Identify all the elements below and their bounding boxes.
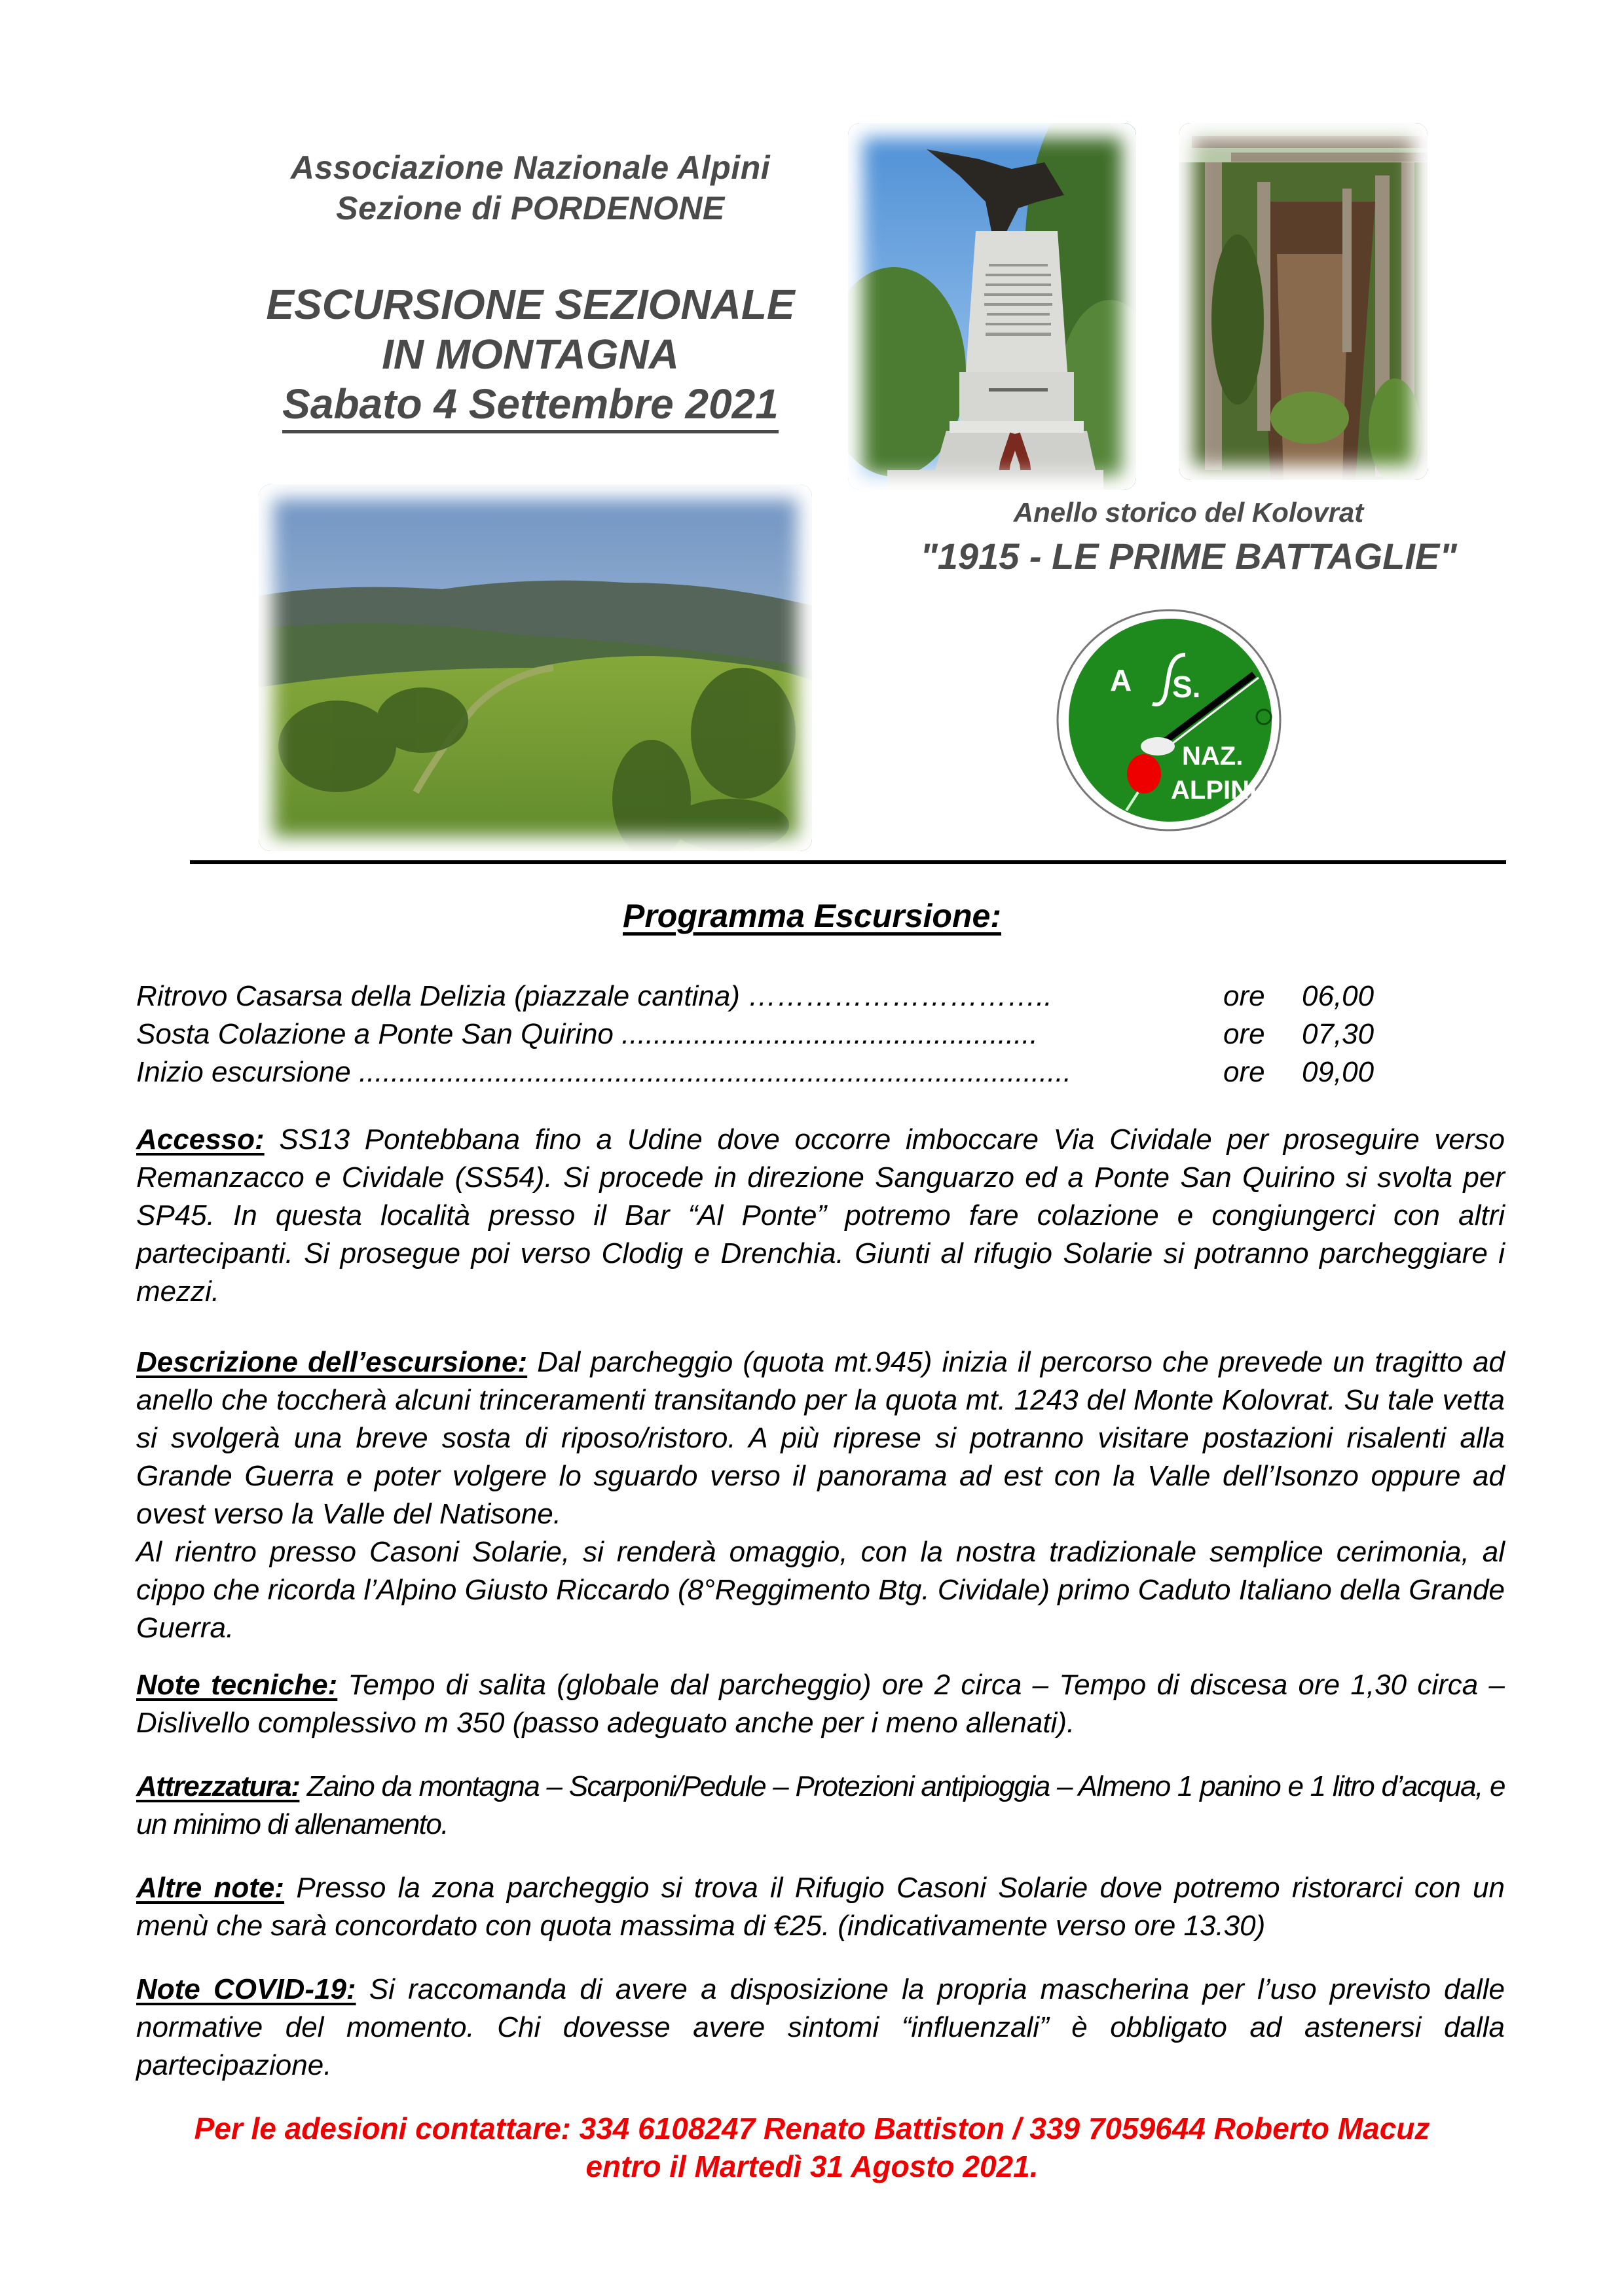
section-descrizione [136, 1343, 1505, 1647]
schedule-ore: ore [1223, 1018, 1265, 1050]
section-covid [136, 1971, 1505, 2085]
contact-block [0, 2109, 1624, 2185]
section-accesso [136, 1121, 1505, 1311]
schedule-label: Ritrovo Casarsa della Delizia (piazzale cantina) ………………………….. [136, 980, 1052, 1012]
org-name: Associazione Nazionale Alpini [290, 149, 771, 186]
schedule-time: 07,30 [1302, 1018, 1375, 1050]
section-label: Altre note: [136, 1872, 285, 1904]
section-label: Accesso: [136, 1123, 265, 1156]
logo-text-s: S. [1172, 670, 1201, 704]
schedule-label: Sosta Colazione a Ponte San Quirino .................................................... [136, 1018, 1038, 1050]
route-title: "1915 - LE PRIME BATTAGLIE" [920, 536, 1457, 577]
logo-text-naz: NAZ. [1182, 742, 1244, 771]
schedule-label: Inizio escursione ......................................................................................... [136, 1056, 1071, 1088]
section-label: Attrezzatura: [136, 1770, 300, 1802]
section-label: Note COVID-19: [136, 1973, 356, 2005]
section-text: Tempo di salita (globale dal parcheggio) ore 2 circa – Tempo di discesa ore 1,30 circa – Dislivello complessivo m 350 (passo adeguato anche per i meno allenati). [136, 1669, 1505, 1739]
schedule-time: 06,00 [1302, 980, 1375, 1012]
event-date: Sabato 4 Settembre 2021 [282, 379, 779, 433]
section-altre-note [136, 1869, 1505, 1945]
section-attrezzatura [136, 1768, 1505, 1844]
header-divider [190, 860, 1506, 864]
section-text: Presso la zona parcheggio si trova il Rifugio Casoni Solarie dove potremo ristorarci con un menù che sarà concordato con quota massima di €25. (indicativamente verso ore 13.30) [136, 1872, 1505, 1942]
section-text: Si raccomanda di avere a disposizione la propria mascherina per l’uso previsto dalle normative del momento. Chi dovesse avere sintomi “influenzali” è obbligato ad astenersi dalla partecipazione. [136, 1973, 1505, 2081]
section-label: Note tecniche: [136, 1669, 338, 1701]
schedule-time: 09,00 [1302, 1056, 1375, 1088]
program-title: Programma Escursione: [623, 898, 1001, 934]
event-title-line1: ESCURSIONE SEZIONALE [266, 281, 795, 328]
schedule-row [136, 1053, 1380, 1091]
schedule-row [136, 1015, 1380, 1053]
schedule-row [136, 977, 1380, 1015]
landscape-photo [259, 484, 812, 851]
section-text: SS13 Pontebbana fino a Udine dove occorre imboccare Via Cividale per proseguire verso Remanzacco e Cividale (SS54). Si procede in direzione Sanguarzo ed a Ponte San Quirino si svolta per SP45. In questa località presso il Bar “Al Ponte” potremo fare colazione e congiungerci con altri partecipanti. Si prosegue poi verso Clodig e Drenchia. Giunti al rifugio Solarie si potranno parcheggiare i mezzi. [136, 1123, 1505, 1307]
trench-photo [1179, 123, 1428, 480]
contact-deadline: entro il Martedì 31 Agosto 2021. [585, 2149, 1039, 2183]
section-note-tecniche [136, 1666, 1505, 1742]
schedule-ore: ore [1223, 1056, 1265, 1088]
route-title-block [887, 494, 1490, 578]
event-title-line2: IN MONTAGNA [382, 331, 679, 378]
route-subtitle: Anello storico del Kolovrat [1013, 497, 1364, 528]
section-label: Descrizione dell’escursione: [136, 1346, 528, 1378]
ana-logo [1048, 602, 1290, 838]
monument-photo [848, 123, 1136, 490]
contact-phones: Per le adesioni contattare: 334 6108247 Renato Battiston / 339 7059644 Roberto Macuz [194, 2111, 1430, 2145]
schedule-ore: ore [1223, 980, 1265, 1012]
org-section: Sezione di PORDENONE [336, 190, 725, 227]
logo-text-alpini: ALPINI [1171, 776, 1257, 805]
logo-text-a: A [1110, 663, 1132, 697]
header-title-block [236, 147, 825, 433]
section-text: Dal parcheggio (quota mt.945) inizia il percorso che prevede un tragitto ad anello che toccherà alcuni trinceramenti transitando per la quota mt. 1243 del Monte Kolovrat. Su tale vetta si svolgerà una breve sosta di riposo/ristoro. A più riprese si potranno visitare postazioni risalenti alla Grande Guerra e poter volgere lo sguardo verso il panorama ad est con la Valle dell’Isonzo oppure ad ovest verso la Valle del Natisone. [136, 1346, 1505, 1530]
schedule [136, 977, 1380, 1091]
section-text-2: Al rientro presso Casoni Solarie, si renderà omaggio, con la nostra tradizionale semplice cerimonia, al cippo che ricorda l’Alpino Giusto Riccardo (8°Reggimento Btg. Cividale) primo Caduto Italiano della Grande Guerra. [136, 1536, 1505, 1644]
section-text: Zaino da montagna – Scarponi/Pedule – Protezioni antipioggia – Almeno 1 panino e 1 litro d’acqua, e un minimo di allenamento. [136, 1770, 1505, 1840]
